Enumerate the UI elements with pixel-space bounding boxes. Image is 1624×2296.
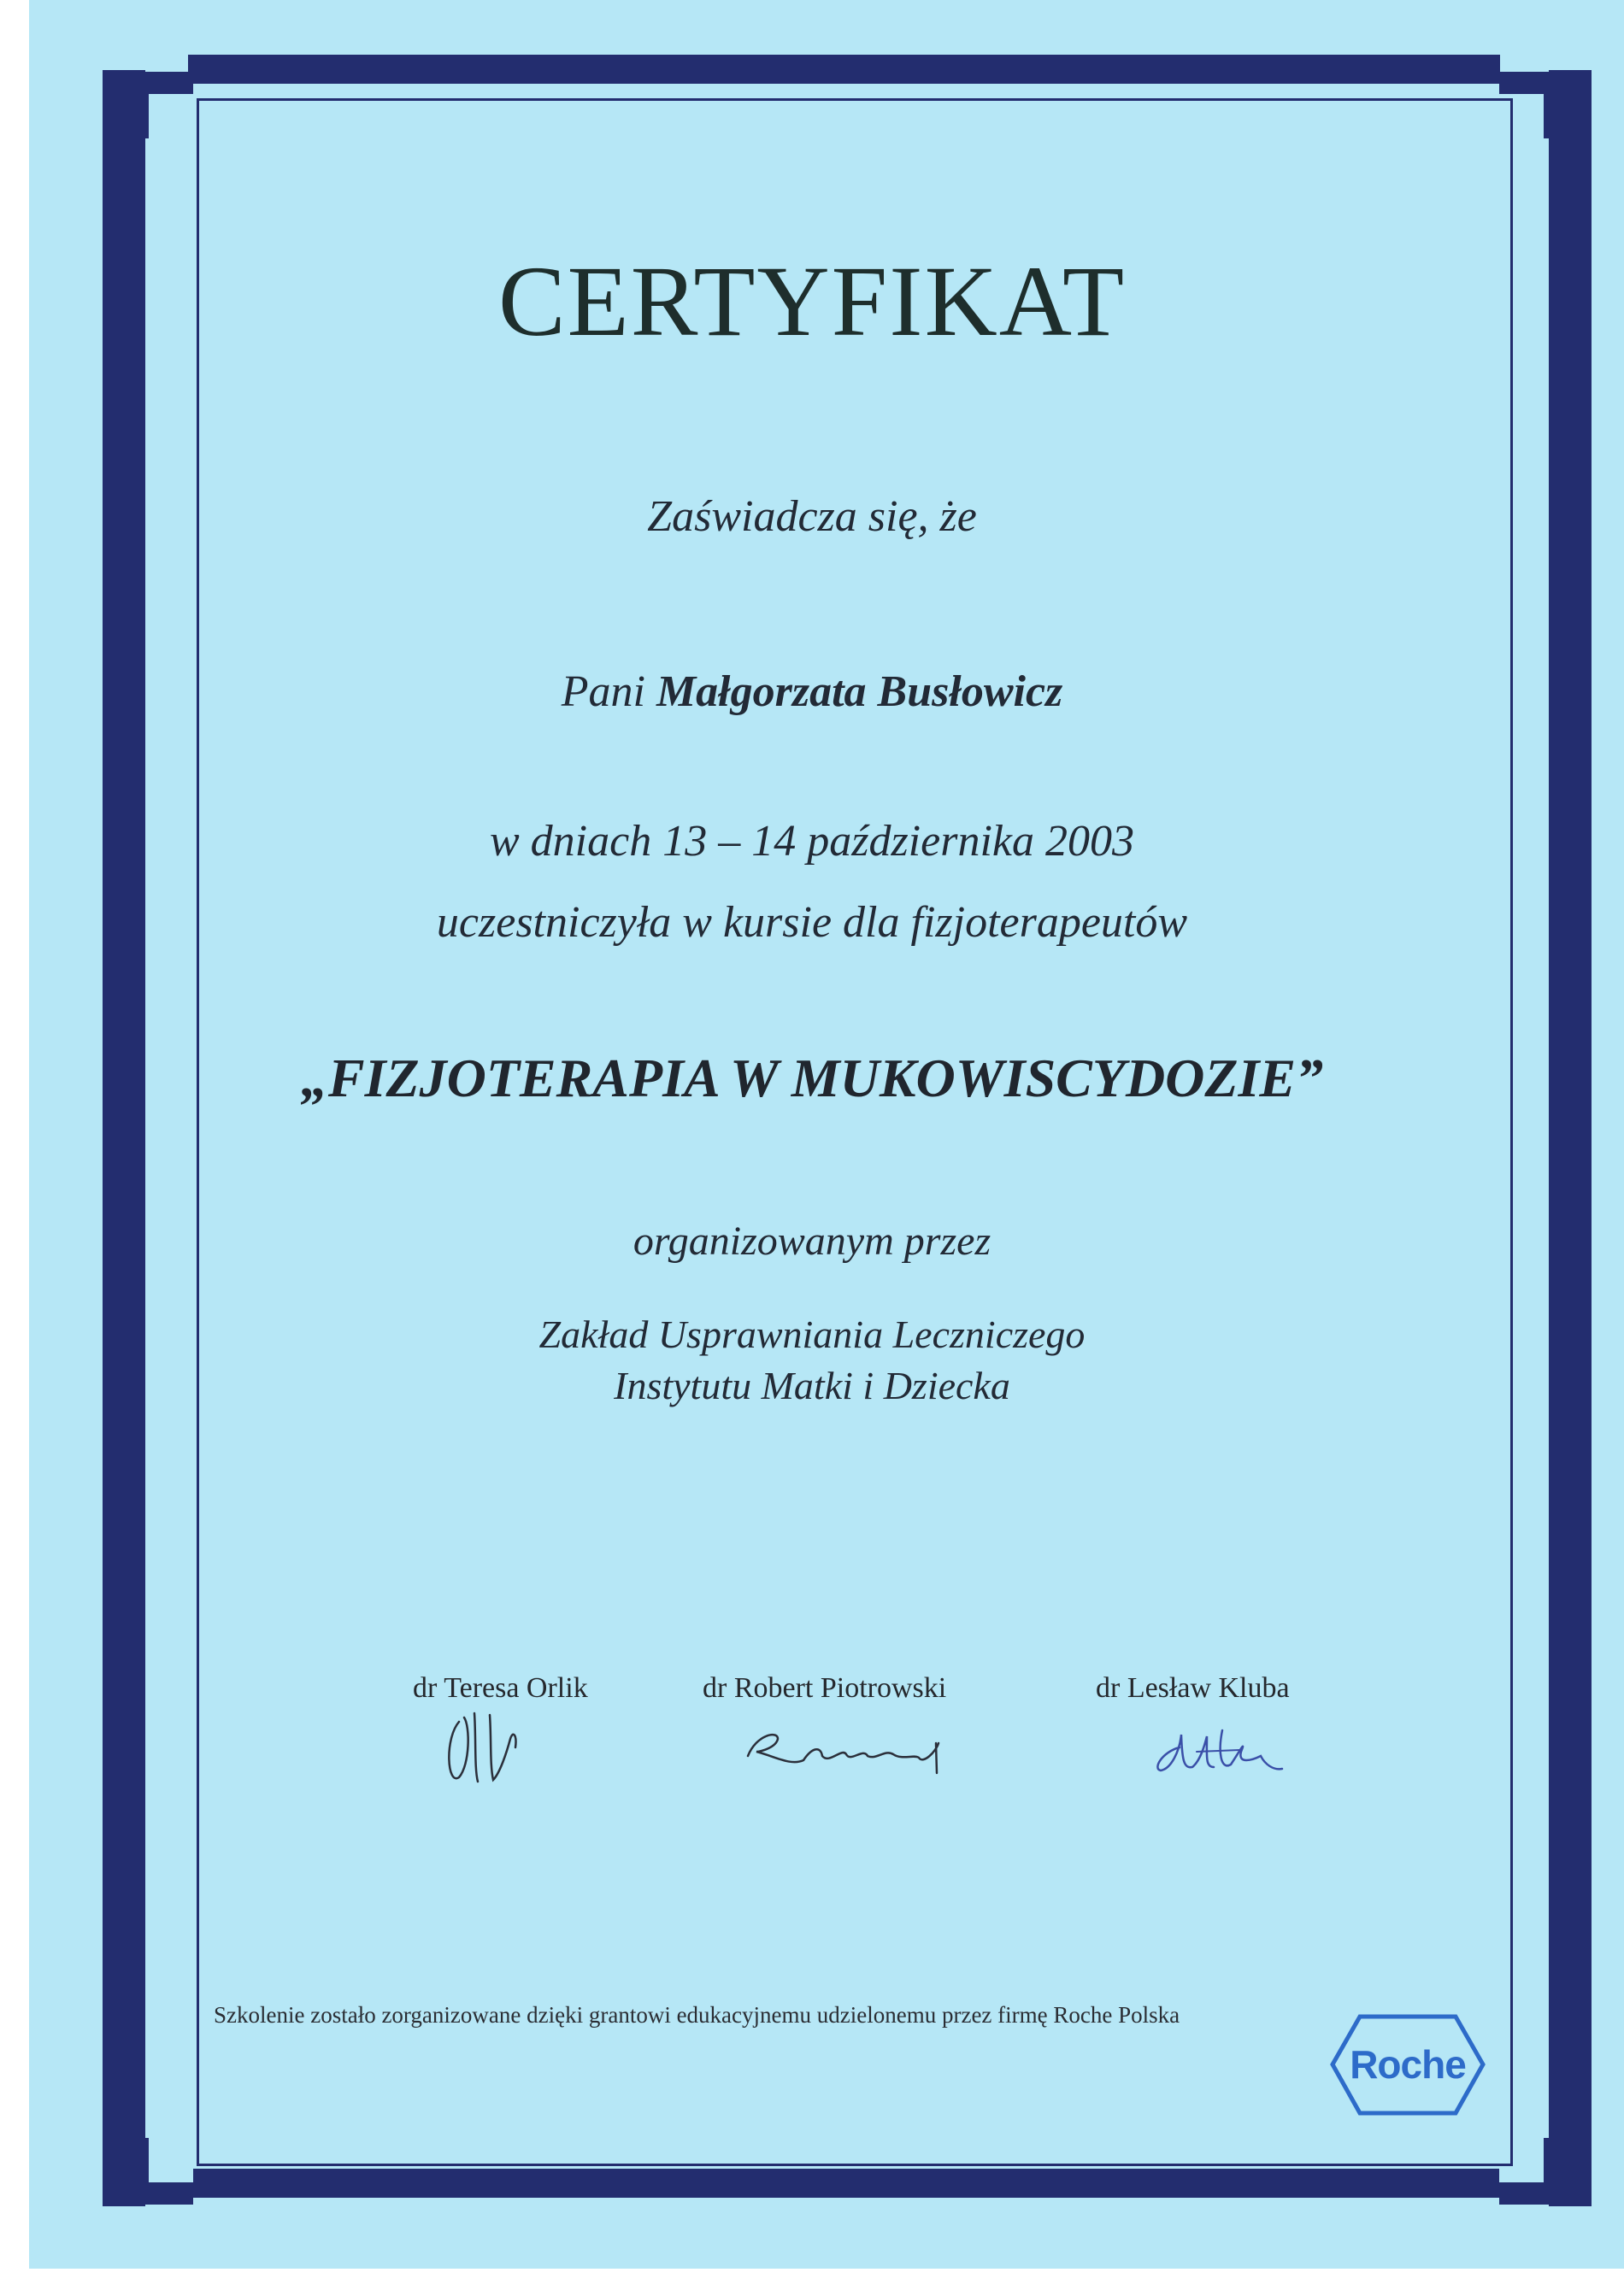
signature-2 [744,1713,957,1777]
border-frame-right [1549,70,1592,2206]
signatory-name-1: dr Teresa Orlik [413,1672,588,1704]
certificate-title: CERTYFIKAT [497,245,1127,357]
signatory-name-3: dr Lesław Kluba [1096,1672,1290,1704]
border-frame-top [188,55,1500,84]
recipient-line [0,666,1624,717]
course-title: „FIZJOTERAPIA W MUKOWISCYDOZIE” [300,1048,1324,1108]
signature-1 [440,1705,551,1790]
border-frame-bottom [188,2169,1500,2198]
border-frame-left [103,70,145,2206]
border-notch [149,2138,193,2182]
certifies-line: Zaświadcza się, że [647,492,977,541]
border-frame-inner-line [197,98,1513,2166]
signature-3 [1145,1718,1316,1786]
sponsor-note: Szkolenie zostało zorganizowane dzięki grantowi edukacyjnemu udzielonemu przez firmę Roche Polska [214,2002,1180,2028]
signatory-name-2: dr Robert Piotrowski [703,1672,947,1704]
organized-by-line: organizowanym przez [633,1218,991,1264]
organizer-line-1: Zakład Usprawniania Leczniczego [538,1312,1086,1356]
logo-text: Roche [1350,2042,1466,2087]
dates-line: w dniach 13 – 14 października 2003 [490,817,1134,866]
organizer-line-2: Instytutu Matki i Dziecka [614,1364,1010,1407]
border-notch [149,94,193,138]
recipient-prefix: Pani [561,667,645,716]
participation-line: uczestniczyła w kursie dla fizjoterapeutów [436,898,1188,947]
roche-logo [1329,2011,1486,2118]
recipient-name: Małgorzata Busłowicz [656,667,1063,716]
